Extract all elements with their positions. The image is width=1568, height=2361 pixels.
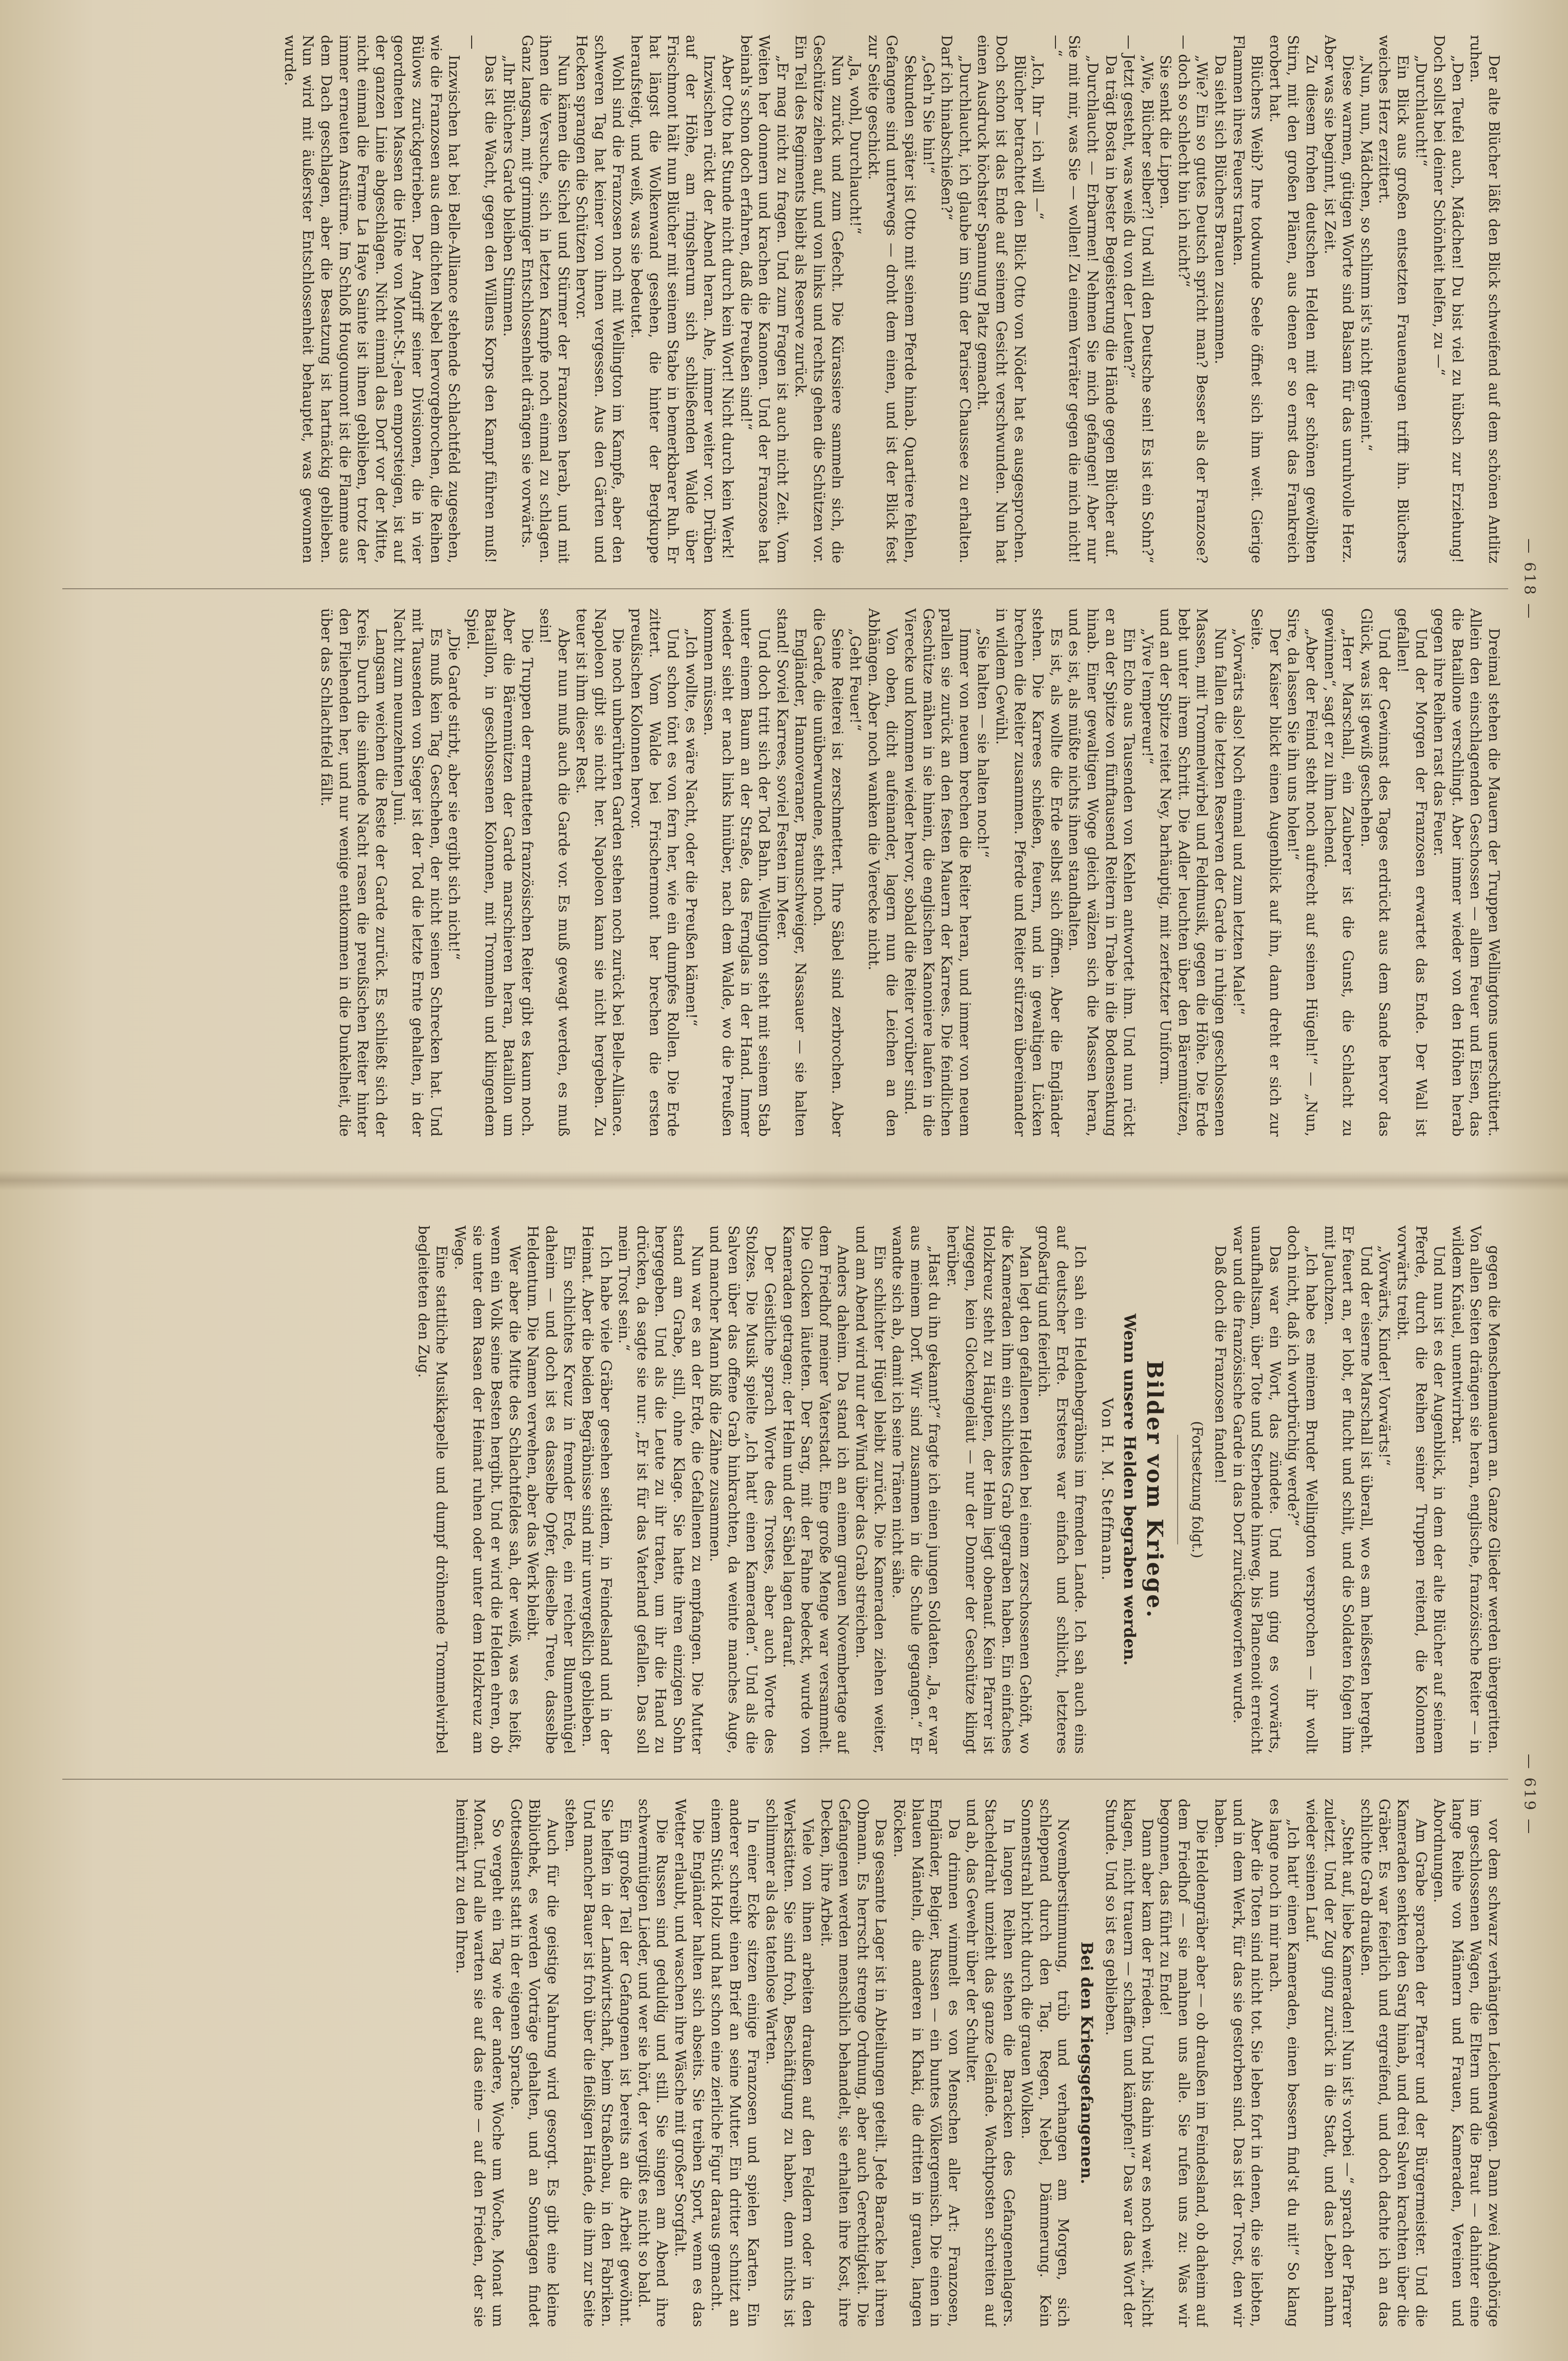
paragraph: Diese warmen, gütigen Worte sind Balsam für das unruhvolle Herz. Aber was sie beginnt, ist Zeit. xyxy=(1321,35,1357,563)
paragraph: Die Engländer halten sich abseits. Sie treiben Sport, wenn es das Wetter erlaubt, und waschen ihre Wäsche mit großer Sorgfalt. xyxy=(672,1799,707,2327)
paragraph: Von oben, dicht aufeinander, lagern nun die Leichen an den Abhängen. Aber noch wanken die Vierecke nicht. xyxy=(865,608,901,1137)
paragraph: „Geh'n Sie hin!“ xyxy=(920,55,937,174)
paragraph: Ein großer Teil der Gefangenen ist bereits an die Arbeit gewöhnt. Sie helfen in der Landwirtschaft, beim Straßenbau, in den Fabriken. Und mancher Bauer ist froh über die fleißigen Hände, die ihm zur Seite stehen. xyxy=(562,1799,635,2327)
paragraph: „Steht auf, liebe Kameraden! Nun ist's vorbei —“ sprach der Pfarrer zuletzt. Und der Zug ging zurück in die Stadt, und das Leben nahm wieder seinen Lauf. xyxy=(1303,1799,1357,2327)
page-number-right: — 619 — xyxy=(1521,1754,1538,1836)
paragraph: Und der eiserne Marschall ist überall, wo es am heißesten hergeht. Er feuert an, er lobt, er flucht und schilt, und die Soldaten folgen ihm mit Jauchzen. xyxy=(1321,1225,1375,1754)
paragraph: Der Geistliche sprach Worte des Trostes, aber auch Worte des Stolzes. Die Musik spielte „Ich hatt' einen Kameraden“. Und als die Salven über das offene Grab hinkrachten, da weinte manches Auge, und mancher Mann biß die Zähne zusammen. xyxy=(707,1225,779,1754)
article2-body xyxy=(452,1799,1072,2327)
paragraph: „Ich hatt' einen Kameraden, einen bessern find'st du nit!“ So klang es lange noch in mir nach. xyxy=(1266,1799,1302,2327)
paragraph: Viele von ihnen arbeiten draußen auf den Feldern oder in den Werkstätten. Sie sind froh, Beschäftigung zu haben, denn nichts ist schlimmer als das tatenlose Warten. xyxy=(763,1799,817,2327)
paragraph: Da drinnen wimmelt es von Menschen aller Art: Franzosen, Engländer, Belgier, Russen — ein buntes Völkergemisch. Die einen in blauen Mänteln, die anderen in Khaki, die dritten in grauen, langen Röcken. xyxy=(891,1799,963,2327)
paragraph: „Ich habe es meinem Bruder Wellington versprochen — ihr wollt doch nicht, daß ich wortbrüchig werde?“ xyxy=(1285,1225,1321,1754)
paragraph: Engländer, Hannoveraner, Braunschweiger, Nassauer — sie halten stand! Soviel Karrees, soviel Festen im Meer. xyxy=(774,608,810,1137)
paragraph: Daß doch die Franzosen fanden! xyxy=(1212,1245,1229,1484)
paragraph: „Vorwärts, Kinder! Vorwärts!“ xyxy=(1376,1245,1394,1466)
paragraph: Ich sah ein Heldenbegräbnis im fremden Lande. Ich sah auch eins auf deutscher Erde. Ersteres war einfach und schlicht, letzteres großartig und feierlich. xyxy=(1035,1225,1089,1754)
paragraph: Nun fallen die letzten Reserven der Garde in ruhigen geschlossenen Massen, mit Trommelwirbel und Feldmusik, gegen die Höhe. Die Erde bebt unter ihrem Schritt. Die Adler leuchten über den Bärenmützen, und an der Spitze reitet Ney, barhäuptig, mit zerfetzter Uniform. xyxy=(1157,608,1229,1137)
paragraph: Die Heldengräber aber — ob draußen im Feindesland, ob daheim auf dem Friedhof — sie mahnen uns alle. Sie rufen uns zu: Was wir begonnen, das führt zu Ende! xyxy=(1157,1799,1211,2327)
article-title: Bilder vom Kriege. xyxy=(1141,1360,1167,1619)
paragraph: In einer Ecke sitzen einige Franzosen und spielen Karten. Ein anderer schreibt einen Brief an seine Mutter. Ein dritter schnitzt an einem Stück Holz und hat schon eine zierliche Figur daraus gemacht. xyxy=(708,1799,762,2327)
paragraph: Ein schlichter Hügel bleibt zurück. Die Kameraden ziehen weiter, und am Abend wird nur der Wind über das Grab streichen. xyxy=(853,1225,888,1754)
continued-notice: (Fortsetzung folgt.) xyxy=(1189,1421,1206,1558)
story-continuation xyxy=(1212,1225,1504,1754)
paragraph: Wohl sind die Franzosen noch mit Wellington im Kampfe, aber den schweren Tag hat keiner von ihnen vergessen. Aus den Gärten und Hecken sprangen die Schützen hervor. xyxy=(573,35,627,563)
left-column-2 xyxy=(67,608,1503,1137)
article-byline: Von H. M. Steffmann. xyxy=(1098,1398,1116,1581)
paragraph: Sie senkt die Lippen. xyxy=(1157,55,1175,209)
paragraph: Blüchers Weib? Ihre todwunde Seele öffnet sich ihm weit. Gierige Flammen ihres Feuers tranken. xyxy=(1230,35,1266,563)
paragraph: Und nun ist es der Augenblick, in dem der alte Blücher auf seinem Pferde, durch die Reihen seiner Truppen reitend, die Kolonnen vorwärts treibt. xyxy=(1394,1225,1448,1754)
paragraph: Zu diesem frohen deutschen Helden mit der schönen gewölbten Stirn, mit den großen Plänen, aus denen er so ernst das Frankreich erobert hat. xyxy=(1266,35,1321,563)
paragraph: „Vorwärts also! Noch einmal und zum letzten Male!“ xyxy=(1230,628,1247,1015)
paragraph: Ein schlichtes Kreuz in fremder Erde, ein reicher Blumenhügel daheim — und doch ist es dasselbe Opfer, dieselbe Treue, dasselbe Heldentum. Die Namen verwehen, aber das Werk bleibt. xyxy=(524,1225,578,1754)
article2-title: Bei den Kriegsgefangenen. xyxy=(1077,1941,1096,2185)
article-body-continued xyxy=(1102,1799,1503,2327)
left-column-1 xyxy=(67,35,1503,563)
paragraph: Auch für die geistige Nahrung wird gesorgt. Es gibt eine kleine Bibliothek, es werden Vorträge gehalten, und an Sonntagen findet Gottesdienst statt in der eigenen Sprache. xyxy=(508,1799,561,2327)
paragraph: Das gesamte Lager ist in Abteilungen geteilt. Jede Baracke hat ihren Obmann. Es herrscht strenge Ordnung, aber auch Gerechtigkeit. Die Gefangenen werden menschlich behandelt, sie erhalten ihre Kost, ihre Decken, ihre Arbeit. xyxy=(818,1799,890,2327)
right-column-2 xyxy=(67,1799,1503,2327)
paragraph: Eine stattliche Musikkapelle und dumpf dröhnende Trommelwirbel begleiteten den Zug. xyxy=(415,1225,451,1754)
paragraph: „Durchlaucht — Erbarmen! Nehmen Sie mich gefangen! Aber nur Sie mit mir, was Sie — wollen! Zu einem Verräter gegen die mich nicht! —“ xyxy=(1047,35,1101,563)
paragraph: Die Truppen der ermatteten französischen Reiter gibt es kaum noch. Aber die Bärenmützen der Garde marschieren heran, Bataillon um Bataillon, in geschlossenen Kolonnen, mit Trommeln und klingendem Spiel. xyxy=(464,608,536,1137)
paragraph: „Ich, Ihr — ich will —“ xyxy=(1030,55,1047,220)
paragraph: Die noch unberührten Garden stehen noch zurück bei Belle-Alliance. Napoleon gibt sie nicht her. Napoleon kann sie nicht hergeben. Zu teuer ist ihm dieser Rest. xyxy=(573,608,627,1137)
paragraph: „Vive l'empereur!“ xyxy=(1139,628,1156,765)
paragraph: „Durchlaucht, ich glaube im Sinn der Pariser Chaussee zu erhalten. Darf ich hinabschießen?“ xyxy=(938,35,974,563)
paragraph: Blücher betrachtet den Blick Otto von Nöder hat es ausgesprochen. Doch schon ist das Ende auf seinem Gesicht verschwunden. Nun hat einen Ausdruck höchster Spannung Platz gemacht. xyxy=(975,35,1029,563)
paragraph: „Ja, wohl, Durchlaucht!“ xyxy=(847,55,865,235)
paragraph: Ein Blick aus großen entsetzten Frauenaugen trifft ihn. Blüchers weiches Herz erzittert. xyxy=(1376,35,1412,563)
paragraph: Und doch tritt sich der Tod Bahn. Wellington steht mit seinem Stab unter einem Baum an der Straße, das Fernglas in der Hand. Immer wieder sieht er nach links hinüber, nach dem Walde, wo die Preußen kommen müssen. xyxy=(701,608,773,1137)
paragraph: Der Kaiser blickt einen Augenblick auf ihn, dann dreht er sich zur Seite. xyxy=(1248,608,1284,1137)
paragraph: „Er mag nicht zu fragen. Und zum Fragen ist auch nicht Zeit. Vom Weiten her donnern und krachen die Kanonen. Und der Franzose hat beinah's schon doch erfahren, daß die Preußen sind!“ xyxy=(737,35,791,563)
paragraph: „Wie? Ein so gutes Deutsch spricht man? Besser als der Franzose? — doch so schlecht bin ich nicht?“ xyxy=(1175,35,1211,563)
paragraph: Am Grabe sprachen der Pfarrer und der Bürgermeister. Und die Kameraden senkten den Sarg hinab, und drei Salven krachten über die Gräber. Es war feierlich und ergreifend, und doch dachte ich an das schlichte Grab draußen. xyxy=(1358,1799,1430,2327)
paragraph: Da sieht sich Blüchers Brauen zusammen. xyxy=(1212,55,1229,364)
paragraph: Anders daheim. Da stand ich an einem grauen Novembertage auf dem Friedhof meiner Vaterstadt. Eine große Menge war versammelt. Die Glocken läuteten. Der Sarg, mit der Fahne bedeckt, wurde von Kameraden getragen; der Helm und der Säbel lagen darauf. xyxy=(780,1225,852,1754)
paragraph: Das war ein Wort, das zündete. Und nun ging es vorwärts, unaufhaltsam, über Tote und Sterbende hinweg, bis Plancenoit erreicht war und die französische Garde in das Dorf zurückgeworfen wurde. xyxy=(1230,1225,1284,1754)
paragraph: Und schon tönt es von fern her, wie ein dumpfes Rollen. Die Erde zittert. Vom Walde bei Frischermont her brechen die ersten preußischen Kolonnen hervor. xyxy=(628,608,682,1137)
paragraph: „Aber der Feind steht noch aufrecht auf seinen Hügeln!“ — „Nun, Sire, da lassen Sie ihn uns holen!“ xyxy=(1285,608,1321,1137)
paragraph: Dreimal stehen die Mauern der Truppen Wellingtons unerschüttert. Allein den einschlagenden Geschossen — allem Feuer und Eisen, das die Bataillone verschlingt. Aber immer wieder von den Höhen herab gegen ihre Reihen rast das Feuer. xyxy=(1431,608,1503,1137)
page-left xyxy=(0,0,1568,1180)
paragraph: „Herr Marschall, ein Zauberer ist die Gunst, die Schlacht zu gewinnen“, sagt er zu ihm lachend. xyxy=(1321,608,1357,1137)
paragraph: Man legt den gefallenen Helden bei einem zerschossenen Gehöft, wo die Kameraden ihm ein schlichtes Grab gegraben haben. Ein einfaches Holzkreuz steht zu Häupten, der Helm liegt obenauf. Kein Pfarrer ist zugegen, kein Glockengeläut — nur der Donner der Geschütze klingt herüber. xyxy=(944,1225,1035,1754)
paragraph: Aber Otto hat Stunde nicht durch kein Wort! Nicht durch kein Werk! xyxy=(719,55,737,560)
paragraph: „Sie halten — sie halten noch!“ xyxy=(975,628,992,858)
paragraph: Und der Morgen der Franzosen erwartet das Ende. Der Wall ist gefallen! xyxy=(1394,608,1430,1137)
page-right xyxy=(0,1180,1568,2361)
paragraph: Novemberstimmung, trüb und verhangen am Morgen, sich schleppend durch den Tag. Regen, Nebel, Dämmerung. Kein Sonnenstrahl bricht durch die grauen Wolken. xyxy=(1019,1799,1072,2327)
paragraph: „Hast du ihn gekannt?“ fragte ich einen jungen Soldaten. „Ja, er war aus meinem Dorf. Wir sind zusammen in die Schule gegangen.“ Er wandte sich ab, damit ich seine Tränen nicht sähe. xyxy=(889,1225,943,1754)
paragraph: Ich habe viele Gräber gesehen seitdem, in Feindesland und in der Heimat. Aber die beiden Begräbnisse sind mir unvergeßlich geblieben. xyxy=(579,1225,615,1754)
paragraph: Nun zurück und zum Gefecht. Die Kürassiere sammeln sich, die Geschütze ziehen auf, und von links und rechts gehen die Schützen vor. Ein Teil des Regiments bleibt als Reserve zurück. xyxy=(792,35,846,563)
paragraph: „Durchlaucht!“ xyxy=(1412,55,1430,167)
paragraph: Dann aber kam der Frieden. Und bis dahin war es noch weit. „Nicht klagen, nicht trauern — schaffen und kämpfen!“ Das war das Wort der Stunde. Und so ist es geblieben. xyxy=(1102,1799,1156,2327)
page-number-left: — 618 — xyxy=(1521,538,1538,621)
paragraph: Aber nun muß auch die Garde vor. Es muß gewagt werden, es muß sein! xyxy=(537,608,572,1137)
paragraph: Langsam weichen die Reste der Garde zurück. Es schließt sich der Kreis. Durch die sinkende Nacht rasen die preußischen Reiter hinter den Fliehenden her, und nur wenige entkommen in die Dunkelheit, die über das Schlachtfeld fällt. xyxy=(318,608,390,1137)
paragraph: Da trägt Bosta in bester Begeisterung die Hände gegen Blücher auf. xyxy=(1102,55,1120,558)
article-subtitle: Wenn unsere Helden begraben werden. xyxy=(1120,1313,1140,1666)
paragraph: „Wie, Blücher selber?! Und will den Deutsche sein! Es ist ein Sohn?“ — Jetzt gesteht, was weiß du von der Leuten?“ xyxy=(1121,35,1156,563)
paragraph: Ein Echo aus Tausenden von Kehlen antwortet ihm. Und nun rückt er an der Spitze von fünftausend Reitern in Trabe in die Bodensenkung hinab. Einer gewaltigen Woge gleich wälzen sich die Massen heran, und es ist, als müßte nichts ihnen standhalten. xyxy=(1066,608,1138,1137)
paragraph: Seine Reiterei ist zerschmettert. Ihre Säbel sind zerbrochen. Aber die Garde, die unüberwundene, steht noch. xyxy=(811,608,846,1137)
column-rule-right xyxy=(62,1779,1508,1780)
paragraph: Die Russen sind geduldig und still. Sie singen am Abend ihre schwermütigen Lieder, und wer sie hört, der vergißt es nicht so bald. xyxy=(635,1799,671,2327)
paragraph: Das ist die Wacht, gegen den Willens Korps den Kampf führen muß! — xyxy=(464,35,500,563)
paragraph: „Nun, nun, Mädchen, so schlimm ist's nicht gemeint.“ xyxy=(1358,55,1375,452)
paragraph: Inzwischen hat bei Belle-Alliance stehende Schlachtfeld zugesehen, wie die Franzosen aus dem dichten Nebel hervorgebrochen, die Reihen Bülows zurückgetrieben. Der Angriff seiner Divisionen, die in vier geordneten Massen die Höhe von Mont-St.-Jean emporsteigen, ist auf der ganzen Linie abgeschlagen. Nicht einmal das Dorf vor der Mitte, nicht einmal die Ferme La Haye Sainte ist ihnen geblieben, trotz der immer erneuten Anstürme. Im Schloß Hougoumont ist die Flamme aus dem Dach geschlagen, aber die Besatzung ist hartnäckig geblieben. Nun wird mit äußerster Entschlossenheit behauptet, was gewonnen wurde. xyxy=(281,35,463,563)
paragraph: „Ich wollte, es wäre Nacht, oder die Preußen kämen!“ xyxy=(683,628,700,1026)
paragraph: So vergeht ein Tag wie der andere, Woche um Woche, Monat um Monat. Und alle warten sie auf das eine — auf den Frieden, der sie heimführt zu den Ihren. xyxy=(453,1799,507,2327)
column-rule-left xyxy=(62,588,1508,589)
right-column-1 xyxy=(67,1225,1503,1754)
paragraph: Und der Gewinnst des Tages erdrückt aus dem Sande hervor das Glück, was ist gewiß geschehen. xyxy=(1358,608,1394,1137)
paragraph: Inzwischen rückt der Abend heran. Ahe, immer weiter vor. Drüben auf der Höhe, am ringsherum sich schließenden Walde über Frischmont hält nun Blücher mit seinem Stabe in bemerkbarer Ruh. Er hat längst die Wolkenwand gesehen, die hinter der Bergkuppe heraufsteigt, und weiß, was sie bedeutet. xyxy=(628,35,718,563)
section-divider xyxy=(1177,1435,1178,1544)
paragraph: Immer von neuem brechen die Reiter heran, und immer von neuem prallen sie zurück an den festen Mauern der Karrees. Die feindlichen Geschütze mähen in sie hinein, die englischen Kanoniere laufen in die Vierecke und kommen wieder hervor, sobald die Reiter vorüber sind. xyxy=(902,608,974,1137)
paragraph: gegen die Menschenmauern an. Ganze Glieder werden übergeritten. Von allen Seiten drängen sie heran, englische, französische Reiter — in wildem Knäuel, unentwirrbar. xyxy=(1449,1225,1503,1754)
paragraph: Nun war es an der Erde, die Gefallenen zu empfangen. Die Mutter stand am Grabe, still, ohne Klage. Sie hatte ihren einzigen Sohn hergegeben. Und als die Leute zu ihr traten, um ihr die Hand zu drücken, da sagte sie nur: „Er ist für das Vaterland gefallen. Das soll mein Trost sein.“ xyxy=(616,1225,706,1754)
paragraph: In langen Reihen stehen die Baracken des Gefangenenlagers. Stacheldraht umzieht das ganze Gelände. Wachtposten schreiten auf und ab, das Gewehr über der Schulter. xyxy=(964,1799,1018,2327)
article-body xyxy=(414,1225,1089,1754)
paragraph: „Ihr Blüchers Garde bleiben Stimmen. xyxy=(500,55,518,337)
paragraph: „Geht Feuer!“ xyxy=(847,628,865,731)
paragraph: Aber die Toten sind nicht tot. Sie leben fort in denen, die sie liebten, und in dem Werk, für das sie gestorben sind. Das ist der Trost, den wir haben. xyxy=(1212,1799,1266,2327)
paragraph: vor dem schwarz verhängten Leichenwagen. Dann zwei Angehörige im geschlossenen Wagen, die Eltern und die Braut — dahinter eine lange Reihe von Männern und Frauen, Kameraden, Vereinen und Abordnungen. xyxy=(1431,1799,1503,2327)
paragraph: Es ist, als wollte die Erde selbst sich öffnen. Aber die Engländer stehen. Die Karrees schießen, feuern, und in gewaltigen Lücken brechen die Reiter zusammen. Pferde und Reiter stürzen übereinander in wildem Gewühl. xyxy=(993,608,1065,1137)
paragraph: Es muß kein Tag Geschehen, der nicht seinen Schrecken hat. Und mit Tausenden von Sieger ist der Tod die letzte Ernte gehalten, in der Nacht zum neunzehnten Juni. xyxy=(391,608,445,1137)
paragraph: Sekunden später ist Otto mit seinem Pferde hinab. Quartiere fehlen, Gefangene sind unterwegs — droht dem einen, und ist der Blick fest zur Seite geschickt. xyxy=(865,35,919,563)
paragraph: Wer aber die Mitte des Schlachtfeldes sah, der weiß, was es heißt, wenn ein Volk seine Besten hergibt. Und er wird die Helden ehren, ob sie unter dem Rasen der Heimat ruhen oder unter dem Holzkreuz am Wege. xyxy=(451,1225,523,1754)
paragraph: „Den Teufel auch, Mädchen! Du bist viel zu hübsch zur Erziehung! Doch sollst bei deiner Schönheit helfen, zu —“ xyxy=(1431,35,1466,563)
paragraph: Nun kämen die Sichel und Stürmer der Franzosen herab, und mit ihnen die Versuche, sich in letzten Kampfe noch einmal zu schlagen. Ganz langsam, mit grimmiger Entschlossenheit drängen sie vorwärts. xyxy=(519,35,572,563)
paragraph: „Die Garde stirbt, aber sie ergibt sich nicht!“ xyxy=(446,628,463,960)
paragraph: Der alte Blücher läßt den Blick schweifend auf dem schönen Antlitz ruhen. xyxy=(1467,35,1503,563)
